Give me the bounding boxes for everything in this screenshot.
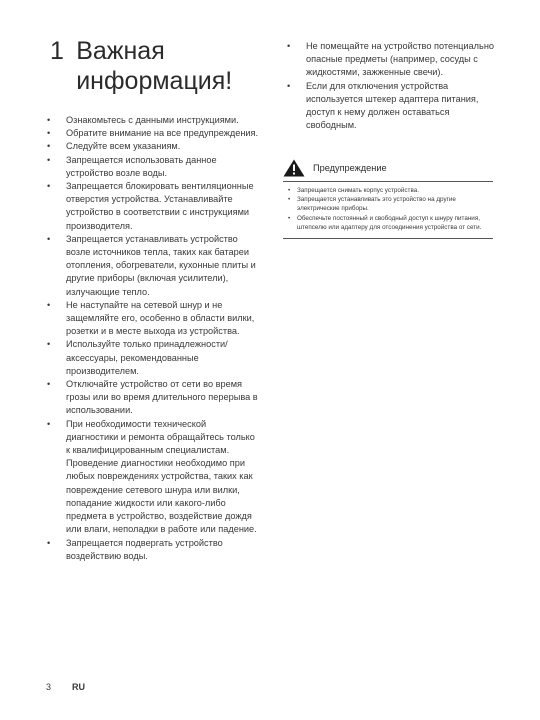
left-column <box>46 114 260 563</box>
warning-triangle-icon <box>283 159 305 177</box>
warning-title: Предупреждение <box>313 163 387 173</box>
page-footer <box>46 682 85 692</box>
warning-header <box>283 158 493 182</box>
language-code: RU <box>72 682 85 692</box>
list-item: • Обеспечьте постоянный и свободный доступ к шнуру питания, штепселю или адаптеру для отсоединения устройства от сети. <box>283 214 493 232</box>
safety-instructions-list-continued <box>286 40 494 132</box>
safety-instructions-list <box>46 114 260 563</box>
list-item: • Запрещается устанавливать это устройство на другие электрические приборы. <box>283 195 493 213</box>
section-heading <box>50 36 270 96</box>
section-title: Важная информация! <box>76 37 233 95</box>
section-number: 1 <box>50 37 64 65</box>
list-item: • Обратите внимание на все предупреждения. <box>46 127 260 140</box>
list-item: • При необходимости технической диагностики и ремонта обращайтесь только к квалифицированным специалистам. Проведение диагностики необходимо при любых повреждениях устройства, таких как повреждение сетевого шнура или вилки, попадание жидкости или какого-либо предмета в устройство, воздействие дождя или влаги, неполадки в работе или падение. <box>46 418 260 537</box>
list-item: • Запрещается снимать корпус устройства. <box>283 186 493 195</box>
list-item: • Запрещается подвергать устройство воздействию воды. <box>46 537 260 563</box>
list-item: • Ознакомьтесь с данными инструкциями. <box>46 114 260 127</box>
list-item: • Если для отключения устройства используется штекер адаптера питания, доступ к нему должен оставаться свободным. <box>286 80 494 133</box>
page-number: 3 <box>46 682 52 692</box>
warning-box <box>283 158 493 239</box>
list-item: • Следуйте всем указаниям. <box>46 140 260 153</box>
list-item: • Не помещайте на устройство потенциально опасные предметы (например, сосуды с жидкостями, зажженные свечи). <box>286 40 494 80</box>
list-item: • Не наступайте на сетевой шнур и не защемляйте его, особенно в области вилки, розетки и в месте выхода из устройства. <box>46 299 260 339</box>
list-item: • Запрещается использовать данное устройство возле воды. <box>46 154 260 180</box>
list-item: • Запрещается устанавливать устройство возле источников тепла, таких как батареи отопления, обогреватели, кухонные плиты и другие приборы (включая усилители), излучающие тепло. <box>46 233 260 299</box>
list-item: • Отключайте устройство от сети во время грозы или во время длительного перерыва в использовании. <box>46 378 260 418</box>
list-item: • Используйте только принадлежности/аксессуары, рекомендованные производителем. <box>46 338 260 378</box>
right-column <box>286 40 494 132</box>
list-item: • Запрещается блокировать вентиляционные отверстия устройства. Устанавливайте устройство в соответствии с инструкциями производителя. <box>46 180 260 233</box>
warning-list <box>283 182 493 238</box>
